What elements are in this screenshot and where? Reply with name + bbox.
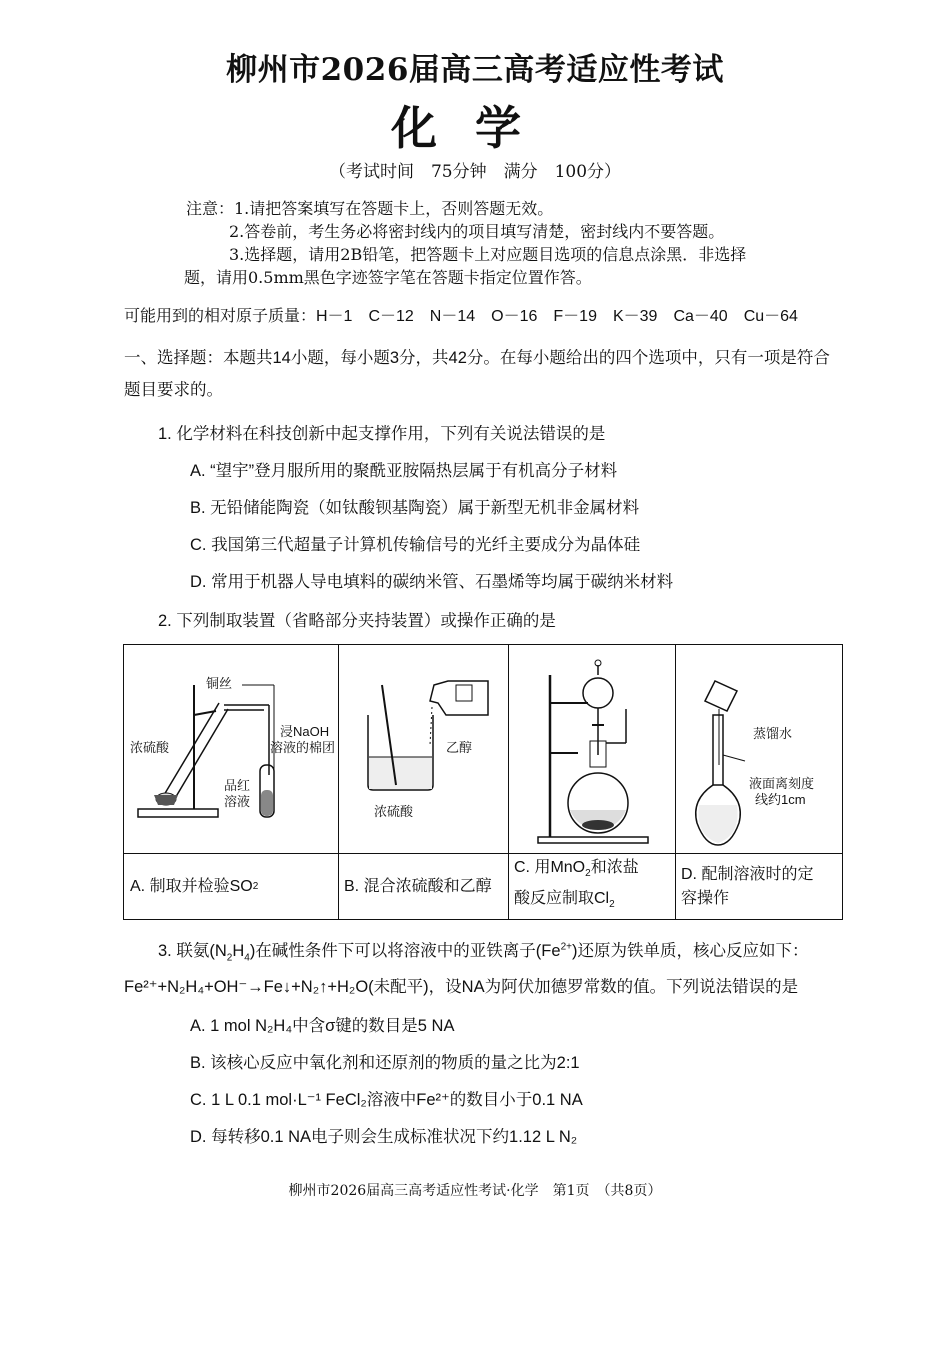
caption-b: B. 混合浓硫酸和乙醇 xyxy=(338,853,508,919)
note-line-3: 3.选择题，请用2B铅笔，把答题卡上对应题目选项的信息点涂黑．非选择 xyxy=(229,245,747,264)
caption-c: C. 用MnO$_2$和浓盐 酸反应制取$Cl_2$ xyxy=(508,853,675,919)
mixing-diagram xyxy=(338,645,508,853)
volumetric-flask-diagram xyxy=(675,645,842,853)
exam-time-info: （考试时间 75分钟 满分 100分） xyxy=(328,162,622,182)
label-naoh-2: 溶液的棉团 xyxy=(270,740,336,755)
exam-title: 柳州市2026届高三高考适应性考试 xyxy=(226,52,724,88)
q3-option-a: A. 1 mol N₂H₄中含σ键的数目是5 NA xyxy=(190,1017,455,1035)
label-pinhong-1: 品红 xyxy=(224,778,251,793)
q3-equation: Fe²⁺+N₂H₄+OH⁻→Fe↓+N₂↑+H₂O(未配平)，设NA为阿伏加德罗常数的值。下列说法错误的是 xyxy=(124,978,799,996)
q3-option-b: B. 该核心反应中氧化剂和还原剂的物质的量之比为2:1 xyxy=(190,1054,580,1072)
q3-option-d: D. 每转移0.1 NA电子则会生成标准状况下约1.12 L N₂ xyxy=(190,1128,578,1146)
note-line-4: 题，请用0.5mm黑色字迹签字笔在答题卡指定位置作答。 xyxy=(184,268,592,287)
page-footer: 柳州市2026届高三高考适应性考试·化学 第1页 （共8页） xyxy=(288,1183,662,1199)
label-pinhong-2: 溶液 xyxy=(224,794,251,809)
cl2-apparatus-diagram xyxy=(508,645,675,853)
q1-option-a: A. “望宇”登月服所用的聚酰亚胺隔热层属于有机高分子材料 xyxy=(190,462,618,480)
q2-apparatus-table xyxy=(123,644,843,920)
apparatus-d xyxy=(675,645,842,919)
apparatus-c xyxy=(508,645,676,919)
q1-stem: 1. 化学材料在科技创新中起支撑作用，下列有关说法错误的是 xyxy=(158,425,606,443)
label-naoh-1: 浸NaOH xyxy=(280,724,330,739)
label-ethanol: 乙醇 xyxy=(446,740,473,755)
caption-a: A. 制取并检验SO 2 xyxy=(124,853,338,919)
q1-option-d: D. 常用于机器人导电填料的碳纳米管、石墨烯等均属于碳纳米材料 xyxy=(190,573,674,591)
q3-stem: 3. 联氨$(N_2H_4)$在碱性条件下可以将溶液中的亚铁离子$(Fe^{2+})$还原为铁单质，核心反应如下： xyxy=(158,941,809,964)
label-distilled-water: 蒸馏水 xyxy=(753,726,793,741)
q3-option-c: C. 1 L 0.1 mol·L⁻¹ FeCl₂溶液中Fe²⁺的数目小于0.1 NA xyxy=(190,1091,583,1109)
q1-option-b: B. 无铅储能陶瓷（如钛酸钡基陶瓷）属于新型无机非金属材料 xyxy=(190,499,640,517)
note-line-1: 注意：1.请把答案填写在答题卡上，否则答题无效。 xyxy=(186,199,554,218)
note-line-2: 2.答卷前，考生务必将密封线内的项目填写清楚，密封线内不要答题。 xyxy=(229,222,725,241)
label-copper-wire: 铜丝 xyxy=(206,676,233,691)
q1-option-c: C. 我国第三代超量子计算机传输信号的光纤主要成分为晶体硅 xyxy=(190,536,641,554)
atomic-masses: 可能用到的相对原子质量：H－1 C－12 N－14 O－16 F－19 K－39 Ca－40 Cu－64 xyxy=(124,308,798,325)
apparatus-a xyxy=(124,645,339,919)
section-1-heading: 一、选择题：本题共14小题，每小题3分，共42分。在每小题给出的四个选项中，只有一项是符合题目要求的。 xyxy=(124,349,830,399)
caption-d: D. 配制溶液时的定 容操作 xyxy=(675,853,842,919)
label-level-1: 液面离刻度 xyxy=(749,776,815,791)
q2-stem: 2. 下列制取装置（省略部分夹持装置）或操作正确的是 xyxy=(158,612,556,630)
label-level-2: 线约1cm xyxy=(755,792,806,807)
label-conc-h2so4-a: 浓硫酸 xyxy=(130,740,170,755)
label-conc-h2so4-b: 浓硫酸 xyxy=(374,804,414,819)
apparatus-b xyxy=(338,645,509,919)
exam-notes xyxy=(186,197,806,289)
subject-title: 化学 xyxy=(391,101,559,155)
